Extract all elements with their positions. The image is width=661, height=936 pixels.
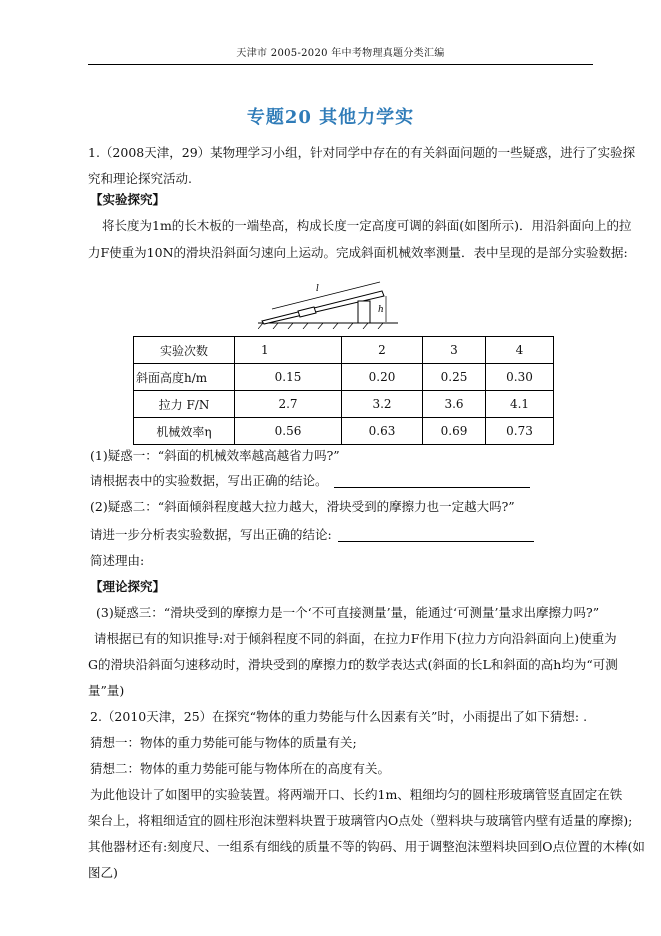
answer-blank[interactable]: [338, 527, 534, 542]
table-cell: 0.25: [423, 364, 486, 391]
section-theory-heading: 【理论探究】: [90, 579, 166, 594]
q1-intro-line-1: 1.（2008天津，29）某物理学习小组，针对同学中存在的有关斜面问题的一些疑惑，进行了实验探: [88, 145, 636, 160]
table-cell: 2.7: [235, 391, 342, 418]
slider-block: [298, 307, 316, 317]
table-header-row: [134, 337, 554, 364]
doubt-1-answer-line: [90, 468, 590, 494]
table-row: [134, 391, 554, 418]
table-cell: 3.2: [342, 391, 423, 418]
doubt-1: (1)疑惑一：“斜面的机械效率越高越省力吗?”: [90, 448, 340, 463]
q2-body-line-1: 为此他设计了如图甲的实验装置。将两端开口、长约1m、粗细均匀的圆柱形玻璃管竖直固定在铁: [90, 787, 623, 802]
guess-2: 猜想二：物体的重力势能可能与物体所在的高度有关。: [90, 761, 391, 776]
table-cell: 0.15: [235, 364, 342, 391]
length-label: l: [316, 284, 319, 294]
table-cell: 0.63: [342, 418, 423, 445]
experiment-data-table: [133, 336, 554, 445]
experiment-line-1: 将长度为1m的长木板的一端垫高，构成长度一定高度可调的斜面(如图所示)．用沿斜面向上的拉: [102, 218, 632, 233]
q1-intro-line-2: 究和理论探究活动.: [88, 171, 192, 186]
table-cell: 0.73: [486, 418, 554, 445]
table-header-cell: 实验次数: [134, 337, 235, 364]
table-header-cell: 2: [342, 337, 423, 364]
reason-prompt: 简述理由:: [90, 553, 145, 568]
table-header-cell: 1: [235, 337, 342, 364]
section-experiment-heading: 【实验探究】: [90, 192, 166, 207]
table-header-cell: 4: [486, 337, 554, 364]
theory-line-1: 请根据已有的知识推导:对于倾斜程度不同的斜面，在拉力F作用下(拉力方向沿斜面向上)使重为: [94, 631, 617, 646]
table-cell: 3.6: [423, 391, 486, 418]
support-block: [358, 301, 370, 323]
guess-1: 猜想一：物体的重力势能可能与物体的质量有关;: [90, 735, 357, 750]
answer-blank[interactable]: [334, 473, 530, 488]
table-cell: 0.30: [486, 364, 554, 391]
incline-diagram: [258, 279, 398, 329]
doubt-1-prompt: 请根据表中的实验数据，写出正确的结论。: [90, 473, 328, 488]
table-header-cell: 3: [423, 337, 486, 364]
theory-line-2: G的滑块沿斜面匀速移动时，滑块受到的摩擦力f的数学表达式(斜面的长L和斜面的高h均为“可测: [88, 657, 618, 672]
doubt-2-prompt: 请进一步分析表实验数据，写出正确的结论:: [90, 527, 332, 542]
q2-body-line-2: 架台上，将粗细适宜的圆柱形泡沫塑料块置于玻璃管内O点处（塑料块与玻璃管内壁有适量的摩擦);: [88, 813, 633, 828]
table-cell: 0.56: [235, 418, 342, 445]
page-header: 天津市 2005-2020 年中考物理真题分类汇编: [88, 44, 593, 65]
table-cell: 0.20: [342, 364, 423, 391]
table-cell: 4.1: [486, 391, 554, 418]
q2-body-line-4: 图乙): [88, 865, 118, 880]
table-row: [134, 364, 554, 391]
table-row: [134, 418, 554, 445]
theory-line-3: 量”量): [88, 683, 125, 698]
table-cell: 拉力 F/N: [134, 391, 235, 418]
page-title: 专题20 其他力学实: [246, 107, 415, 128]
table-cell: 0.69: [423, 418, 486, 445]
experiment-line-2: 力F使重为10N的滑块沿斜面匀速向上运动。完成斜面机械效率测量．表中呈现的是部分实验数据:: [88, 245, 628, 260]
height-label: h: [378, 305, 384, 315]
doubt-3: (3)疑惑三：“滑块受到的摩擦力是一个‘不可直接测量’量，能通过‘可测量’量求出摩擦力吗?”: [96, 605, 600, 620]
table-cell: 机械效率η: [134, 418, 235, 445]
doubt-2: (2)疑惑二：“斜面倾斜程度越大拉力越大，滑块受到的摩擦力也一定越大吗?”: [90, 499, 515, 514]
q2-intro: 2.（2010天津，25）在探究“物体的重力势能与什么因素有关”时，小雨提出了如下猜想: .: [90, 709, 588, 724]
q2-body-line-3: 其他器材还有:刻度尺、一组系有细线的质量不等的钩码、用于调整泡沫塑料块回到O点位置的木棒(如: [88, 839, 645, 854]
doubt-2-answer-line: [90, 522, 590, 548]
table-cell: 斜面高度h/m: [134, 364, 235, 391]
